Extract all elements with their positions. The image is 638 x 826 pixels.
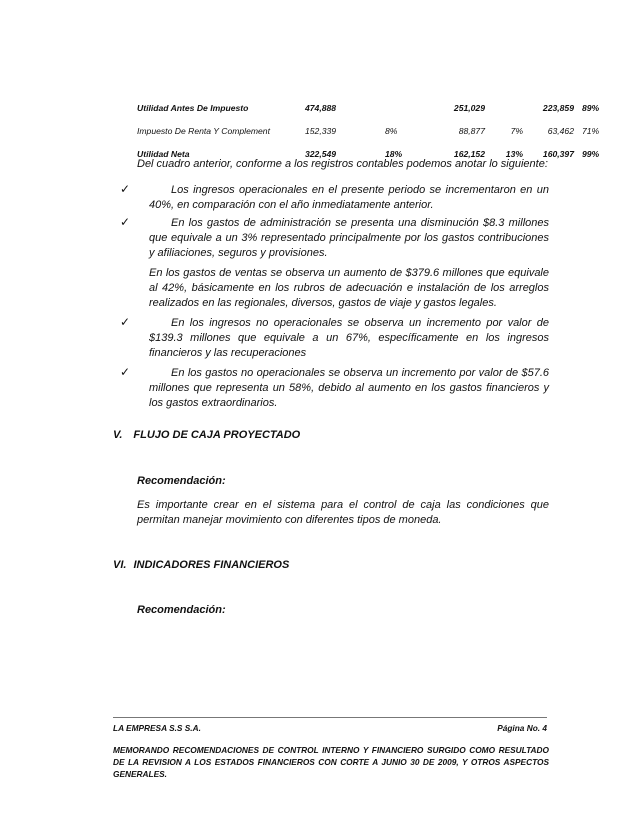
table-cell-label: Impuesto De Renta Y Complement (137, 125, 270, 136)
section-6-heading (113, 559, 289, 571)
bullet-non-operating-expenses: En los gastos no operacionales se observa un incremento por valor de $57.6 millones que representa un 58%, debido al aumento en los gastos financieros y los gastos extraordinarios. (149, 367, 549, 409)
bullet-admin-expenses: En los gastos de administración se presenta una disminución $8.3 millones que equivale a un 3% representado principalmente por los gastos contribuciones y afiliaciones, seguros y provisiones. (149, 217, 549, 259)
check-icon: ✓ (120, 215, 131, 229)
section-6-number: VI. (113, 559, 127, 571)
table-cell-p3: 99% (582, 148, 600, 159)
table-cell-label: Utilidad Antes De Impuesto (137, 102, 249, 113)
check-icon: ✓ (120, 182, 131, 196)
section-5-title: FLUJO DE CAJA PROYECTADO (133, 429, 301, 441)
table-cell-v2: 88,877 (458, 125, 485, 136)
bullet-non-operating-income: En los ingresos no operacionales se observa un incremento por valor de $139.3 millones que equivale a un 67%, específicamente en los ingresos financieros y las recuperaciones (149, 317, 549, 359)
bullet-operating-income: Los ingresos operacionales en el presente periodo se incrementaron en un 40%, en comparación con el año inmediatamente anterior. (149, 184, 549, 211)
table-cell-v3: 223,859 (542, 102, 574, 113)
table-cell-v1: 474,888 (305, 102, 337, 113)
table-cell-v3: 63,462 (547, 125, 574, 136)
table-cell-label: Utilidad Neta (137, 148, 190, 159)
check-icon: ✓ (120, 315, 131, 329)
table-cell-p1: 8% (385, 125, 398, 136)
table-cell-p2: 13% (505, 148, 523, 159)
intro-text: Del cuadro anterior, conforme a los registros contables podemos anotar lo siguiente: (137, 158, 548, 170)
check-icon: ✓ (120, 365, 131, 379)
footer-company: LA EMPRESA S.S S.A. (113, 723, 201, 733)
footer-divider (113, 717, 547, 718)
section-5-number: V. (113, 429, 123, 441)
section-5-recommendation-label: Recomendación: (137, 475, 226, 487)
table-cell-p3: 89% (582, 102, 600, 113)
section-5-heading (113, 429, 300, 441)
table-cell-v1: 322,549 (305, 148, 337, 159)
table-cell-v3: 160,397 (542, 148, 574, 159)
table-row (137, 96, 610, 119)
section-6-recommendation-label: Recomendación: (137, 604, 226, 616)
footer-memo: MEMORANDO RECOMENDACIONES DE CONTROL INTERNO Y FINANCIERO SURGIDO COMO RESULTADO DE LA REVISION A LOS ESTADOS FINANCIEROS CON CORTE A JUNIO 30 DE 2009, Y OTROS ASPECTOS GENERALES. (113, 745, 549, 779)
footer-page-number: Página No. 4 (497, 723, 547, 733)
table-cell-v2: 162,152 (453, 148, 485, 159)
section-5-recommendation-text: Es importante crear en el sistema para el control de caja las condiciones que permitan manejar movimiento con diferentes tipos de moneda. (137, 499, 549, 526)
table-cell-p2 (485, 96, 523, 119)
table-cell-p2: 7% (510, 125, 523, 136)
table-cell-v1: 152,339 (305, 125, 337, 136)
table-cell-v2: 251,029 (453, 102, 485, 113)
table-cell-p1 (385, 96, 417, 119)
financial-summary-table (137, 96, 610, 165)
bullet-sales-expenses: En los gastos de ventas se observa un aumento de $379.6 millones que equivale al 42%, básicamente en los rubros de adecuación e instalación de los arreglos realizados en las regionales, diversos, gastos de viaje y gastos legales. (149, 267, 549, 309)
table-cell-p1: 18% (385, 148, 403, 159)
table-cell-p3: 71% (582, 125, 600, 136)
section-6-title: INDICADORES FINANCIEROS (133, 559, 290, 571)
table-row (137, 119, 610, 142)
